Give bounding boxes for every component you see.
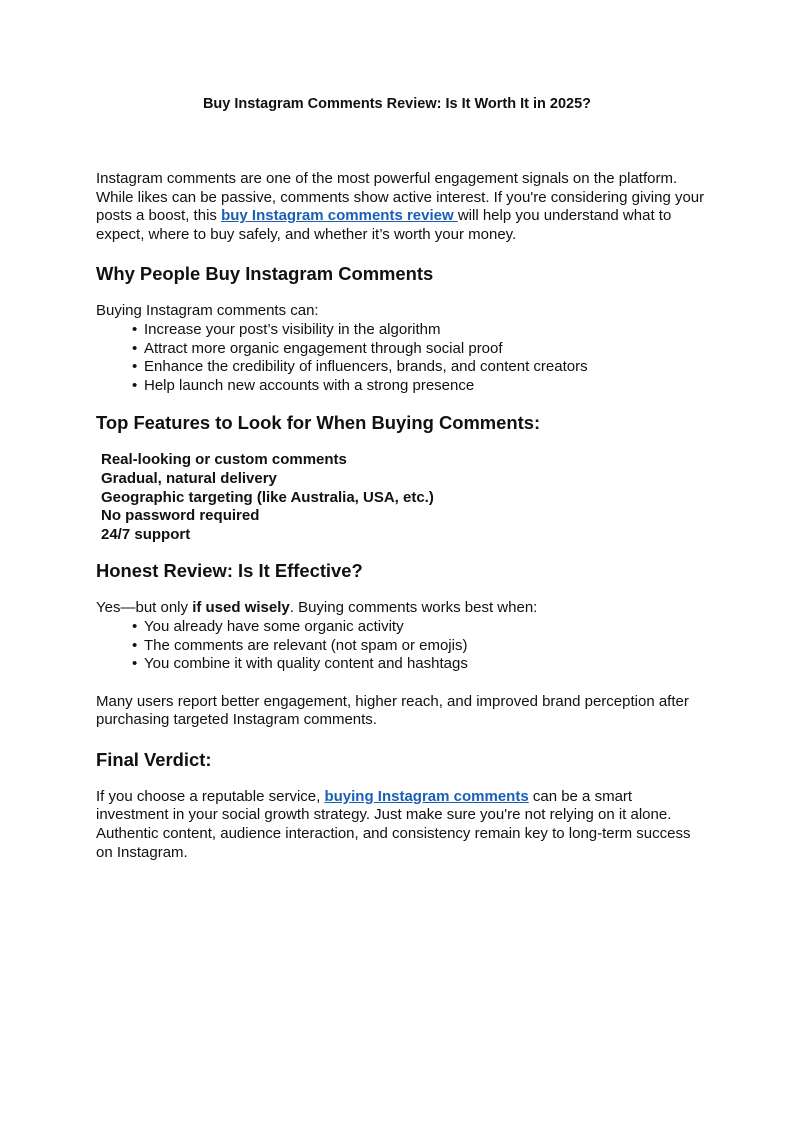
- intro-paragraph: [96, 170, 706, 244]
- heading-why-people-buy: Why People Buy Instagram Comments: [96, 263, 434, 285]
- document-body: [96, 170, 706, 862]
- buying-instagram-comments-link[interactable]: buying Instagram comments: [324, 787, 529, 805]
- list-item: • You combine it with quality content and hashtags: [132, 655, 706, 674]
- review-closing-paragraph: Many users report better engagement, higher reach, and improved brand perception after purchasing targeted Instagram comments.: [96, 692, 689, 729]
- verdict-text-after: can be a smart investment in your social growth strategy. Just make sure you're not relying on it alone. Authentic content, audience interaction, and consistency remain key to long-term success on Instagram.: [96, 787, 691, 861]
- review-lead-before: Yes—but only: [96, 599, 193, 617]
- review-lead-bold: if used wisely: [192, 599, 290, 617]
- features-list: [96, 451, 706, 544]
- page-title: Buy Instagram Comments Review: Is It Worth It in 2025?: [202, 96, 592, 112]
- list-item: • The comments are relevant (not spam or emojis): [132, 637, 706, 656]
- intro-text-after: will help you understand what to expect, where to buy safely, and whether it’s worth your money.: [96, 207, 672, 243]
- feature-item: Gradual, natural delivery: [101, 469, 277, 487]
- why-lead-text: Buying Instagram comments can:: [96, 302, 319, 320]
- heading-honest-review: Honest Review: Is It Effective?: [96, 560, 363, 582]
- heading-final-verdict: Final Verdict:: [96, 748, 212, 770]
- benefits-list: [96, 321, 706, 395]
- heading-top-features: Top Features to Look for When Buying Comments:: [96, 412, 541, 434]
- feature-item: Geographic targeting (like Australia, USA, etc.): [101, 488, 434, 506]
- feature-item: No password required: [101, 507, 260, 525]
- feature-item: Real-looking or custom comments: [101, 451, 347, 469]
- list-item: • Enhance the credibility of influencers, brands, and content creators: [132, 358, 706, 377]
- list-item: • You already have some organic activity: [132, 618, 706, 637]
- review-lead-after: . Buying comments works best when:: [289, 599, 538, 617]
- buy-instagram-comments-review-link[interactable]: buy Instagram comments review: [221, 207, 458, 225]
- intro-text-before: Instagram comments are one of the most powerful engagement signals on the platform. While likes can be passive, comments show active interest. If you're considering giving your posts a boost, this: [96, 170, 705, 225]
- list-item: • Attract more organic engagement through social proof: [132, 340, 706, 359]
- verdict-text-before: If you choose a reputable service,: [96, 787, 325, 805]
- list-item: • Help launch new accounts with a strong presence: [132, 377, 706, 396]
- review-lead-paragraph: [96, 599, 706, 618]
- conditions-list: [96, 618, 706, 674]
- list-item: • Increase your post’s visibility in the algorithm: [132, 321, 706, 340]
- verdict-paragraph: [96, 788, 706, 862]
- feature-item: 24/7 support: [101, 525, 191, 543]
